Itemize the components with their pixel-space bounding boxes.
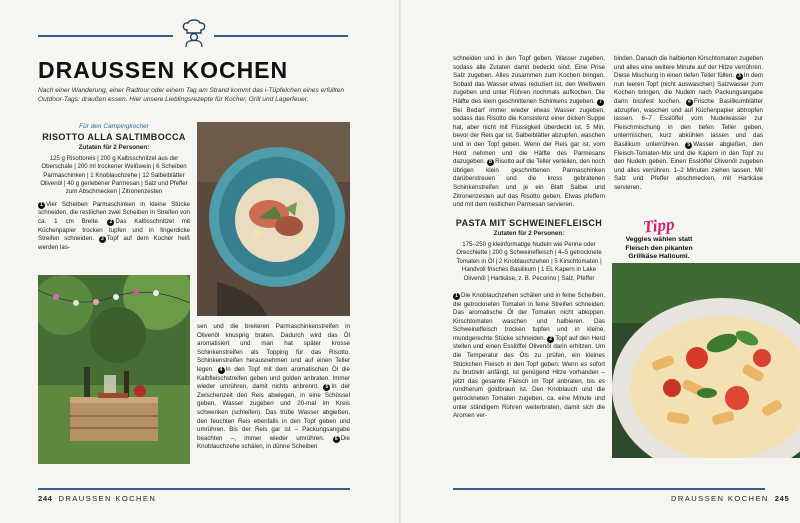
recipe2-servings: Zutaten für 2 Personen: xyxy=(493,230,565,238)
step-number: 5 xyxy=(323,384,330,391)
step-text: Topf auf dem Kocher heiß werden las- xyxy=(38,235,190,251)
recipe-title: RISOTTO ALLA SALTIMBOCCA xyxy=(42,131,186,142)
step-number: 2 xyxy=(547,336,554,343)
step-number: 6 xyxy=(333,436,340,443)
running-title: DRAUSSEN KOCHEN xyxy=(58,494,157,503)
right-column-1 xyxy=(453,55,605,421)
step-number: 7 xyxy=(597,99,604,106)
step-number: 1 xyxy=(38,202,45,209)
recipe2-title: PASTA MIT SCHWEINEFLEISCH xyxy=(455,217,603,228)
step-text: sen und die breiteren Parmaschinkenstreifen in Olivenöl knusprig braten. Dadurch wird das Öl aromatisiert und man hat später krosse Schinkenstreifen als Topping für das Risotto. Schinkenstreifen herausnehmen und auf einen Teller legen. xyxy=(197,323,350,373)
step-text: Die Knoblauchzehen schälen und in feine Scheiben, die getrockneten Tomaten in feine Streifen schneiden. Das aromatische Öl der Tomaten nicht abkippen. Kirschtomaten waschen und halbieren. Das Schweinefleisch trocken tupfen und in kleine, mundgerechte Stücke schneiden. xyxy=(453,291,605,342)
step-text: Frische Basilikumblätter abzupfen, waschen und auf Küchenpapier abtropfen lassen. 6–7 Esslöffel vom Nudelwasser zur Fleischmischung in den tiefen Teller geben, untermischen, kurz abkühlen lassen und das Basilikum unterrühren. xyxy=(614,97,763,148)
recipe2-steps xyxy=(453,292,605,421)
step-text: Die Knoblauchzehe schälen, in dünne Scheiben xyxy=(197,434,350,451)
page-number: 244 xyxy=(38,494,53,503)
step-text: Wasser abgießen, den Fleisch-Tomaten-Mix und die Kapern in den Topf zu den Nudeln geben. Einen Esslöffel Olivenöl zugeben und alles verrühren. 1–2 Minuten ziehen lassen. Mit Salz und Pfeffer abschmecken, mit Hartkäse servieren. xyxy=(614,140,763,191)
step-text: Das Kalbsschnitzel mit Küchenpapier trocken tupfen und in fingerdicke Streifen schneiden. xyxy=(38,218,190,243)
tip-label: Tipp xyxy=(642,214,676,237)
risotto-photo xyxy=(197,122,350,316)
step-text: Vier Scheiben Parmaschinken in kleine Stücke schneiden, die restlichen zwei Scheiben in Streifen von ca. 1 cm Breite. xyxy=(38,200,190,225)
folio-right xyxy=(671,494,789,503)
folio-left xyxy=(38,494,156,503)
step-number: 1 xyxy=(453,293,460,300)
steps-block xyxy=(38,201,190,253)
running-title: DRAUSSEN KOCHEN xyxy=(671,494,769,503)
ingredients-list: 125 g Risottoreis | 200 g Kalbsschnitzel aus der Oberschale | 200 ml trockener Weißwein | 6 Scheiben Parmaschinken | 1 Knoblauchzehe | 12 Salbeiblätter Olivenöl | 40 g geriebener Parmesan | Salz und Pfeffer zum Abschmecken | Zitronenzesten xyxy=(40,154,188,196)
step-text: Risotto auf die Teller verteilen, den noch übrigen klein geschnittenen Parmaschinken darüberstreuen und die kross gebratenen Schinkenstreifen und je ein Blatt Salbei und Zitronenzesten auf das Risotto geben. Etwas pfeffern und mit dem restlichen Parmesan servieren. xyxy=(453,158,606,209)
step-text: In den Topf mit dem aromatischen Öl die Kalbfleischstreifen geben und golden anbraten. Immer wieder umrühren, damit nichts anbrennt. xyxy=(197,365,350,391)
step-text: Bei Bedarf immer wieder etwas Wasser zugeben, sodass das Risotto die Konsistenz einer dicken Suppe hat, aber nicht mit Flüssigkeit überdeckt ist. 5 Min. bevor der Reis gar ist, Salbeiblätter abzupfen, waschen und in den Topf geben. Wenn der Reis gar ist, vom Herd nehmen und die Hälfte des Parmesans dazugeben. xyxy=(453,106,605,166)
step-text: In der Zwischenzeit den Reis abwiegen, in eine Schüssel geben, Wasser zugeben und 20-mal im Kreis schwenken (schleifen). Das trübe Wasser abgießen, den feuchten Reis ebenfalls in den Topf geben und umrühren. Bis der Reis gar ist – Packungsangabe beachten –, immer wieder umrühren. xyxy=(197,383,350,442)
recipe-column-2 xyxy=(197,323,350,452)
step-text: In dem nun leeren Topf (nicht auswaschen) Salzwasser zum Kochen bringen, die Nudeln nach Packungsangabe darin bissfest kochen. xyxy=(614,72,764,105)
header-rule-right xyxy=(214,35,348,37)
recipe2-ingredients: 175–250 g kleinformatige Nudeln wie Penne oder Orecchiette | 200 g Schweinefleisch | 4–5 getrocknete Tomaten in Öl | 2 Knoblauchzehen | 5 Kirschtomaten | Handvoll frisches Basilikum | 1 EL Kapern in Lake Olivenöl | Hartkäse, z. B. Pecorino | Salz, Pfeffer xyxy=(456,240,602,282)
right-column-2 xyxy=(614,55,763,193)
tip-text: Veggies wählen statt Fleisch den pikanten Grillkäse Halloumi. xyxy=(625,236,693,261)
step-number: 8 xyxy=(487,159,494,166)
left-page xyxy=(0,0,399,523)
intro-text: Nach einer Wanderung, einer Radtour oder einem Tag am Strand kommt das i-Tüpfelchen eines erfüllten Outdoor-Tags: draußen essen. Hier unsere Lieblingsrezepte für Kocher, Grill und Lagerfeuer. xyxy=(38,87,345,103)
step-number: 3 xyxy=(99,236,106,243)
step-number: 2 xyxy=(107,219,114,226)
page-number: 245 xyxy=(774,494,790,503)
right-page xyxy=(401,0,800,523)
recipe-kicker: Für den Campingkocher xyxy=(79,123,149,130)
step-number: 5 xyxy=(685,142,692,149)
step-number: 3 xyxy=(736,73,743,80)
footer-rule xyxy=(453,488,765,490)
picnic-photo xyxy=(38,275,190,464)
step-number: 4 xyxy=(218,367,225,374)
footer-rule xyxy=(38,488,350,490)
pasta-photo xyxy=(612,263,800,458)
step-text: schneiden und in den Topf geben. Wasser zugeben, sodass alle Zutaten damit bedeckt sind. Eine Prise Salz zugeben. Alles zusammen zum Kochen bringen. Sobald das Wasser etwas reduziert ist, den Weißwein zugeben und unter Rühren nochmals aufkochen. Die Hälfte des klein geschnittenen Schinkens zugeben. xyxy=(453,55,605,105)
recipe-column-1 xyxy=(38,123,190,252)
step-number: 4 xyxy=(686,99,693,106)
step-text: binden. Danach die halbierten Kirschtomaten zugeben und alles eine weitere Minute auf der Hitze verrühren. Diese Mischung in einen tiefen Teller füllen. xyxy=(614,55,763,80)
servings-label: Zutaten für 2 Personen: xyxy=(78,144,150,152)
header-rule-left xyxy=(38,35,173,37)
tip-box xyxy=(614,216,704,262)
chef-icon xyxy=(181,19,207,47)
step-text: Topf auf den Herd stellen und einen Esslöffel Olivenöl darin erhitzen. Um die Temperatur des Öls zu prüfen, ein kleines Stückchen Fleisch in den Topf geben: Wenn es sofort zu brutzeln anfängt, ist genügend Hitze vorhanden – jetzt das gesamte Fleisch im Topf anbraten, bis es rundherum goldbraun ist. Den Knoblauch und die getrockneten Tomaten zugeben, ca. eine Minute und unter ständigem Rühren weiterbraten, damit sich die Aromen ver- xyxy=(453,334,605,420)
page-title: DRAUSSEN KOCHEN xyxy=(38,57,289,83)
